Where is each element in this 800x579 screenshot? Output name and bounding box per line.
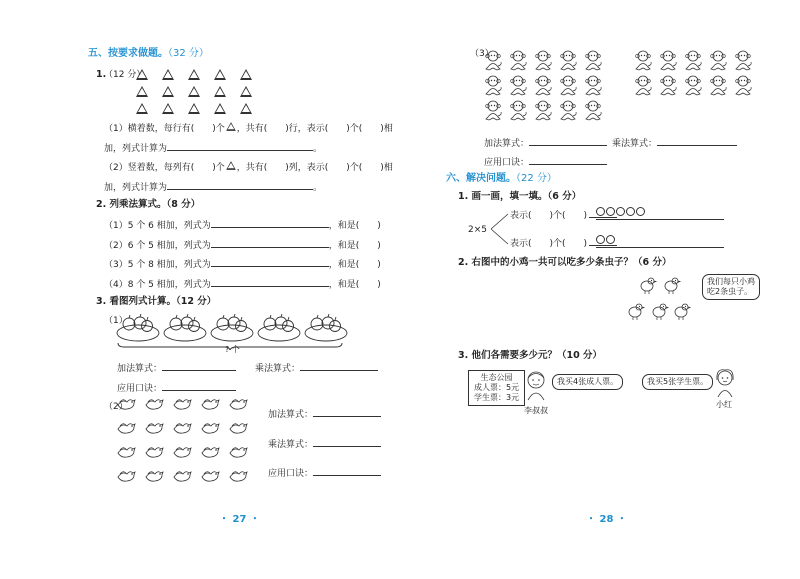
period: 。 (313, 183, 323, 193)
p1-title: 1. 画一画，填一填。（6 分） (458, 191, 582, 202)
q2-item-text: （1）5 个 6 相加，列式为 (104, 221, 211, 231)
addition-label: 加法算式： (484, 139, 530, 149)
triangle-icon (136, 69, 148, 80)
answer-blank[interactable] (529, 136, 607, 146)
apple-plate-icon (117, 314, 159, 341)
answer-blank[interactable] (313, 466, 381, 476)
q1-2-text-a: （2）竖着数，每列有( )个 (104, 163, 225, 173)
q2-item-4 (104, 277, 381, 291)
q3-2-multiplication (268, 437, 381, 451)
q1-points: （12 分） (104, 70, 146, 80)
q2-title: 2. 列乘法算式。（8 分） (96, 199, 201, 210)
triangle-icon (162, 86, 174, 97)
section5-title (88, 48, 209, 60)
p3-speech-bubble-right: 我买5张学生票。 (642, 374, 713, 390)
answer-blank[interactable] (167, 141, 313, 151)
triangle-icon (214, 69, 226, 80)
q3-1-mnemonic (117, 381, 236, 395)
branch-lines-icon (490, 210, 510, 248)
p2-speech-bubble (702, 274, 760, 300)
triangle-icon (136, 86, 148, 97)
q1-1-text-a: （1）横着数，每行有( )个 (104, 124, 225, 134)
answer-blank[interactable] (211, 238, 329, 248)
answer-blank[interactable] (211, 218, 329, 228)
q2-item-3 (104, 257, 381, 271)
answer-blank[interactable] (657, 136, 737, 146)
answer-blank[interactable] (162, 361, 236, 371)
period: 。 (313, 144, 323, 154)
q3-3-label: （3） (470, 49, 494, 59)
mnemonic-label: 应用口诀： (117, 384, 163, 394)
multiplication-label: 乘法算式： (612, 139, 658, 149)
triangle-icon (188, 86, 200, 97)
addition-label: 加法算式： (117, 364, 163, 374)
answer-blank[interactable] (529, 155, 607, 165)
multiplication-label: 乘法算式： (255, 364, 301, 374)
q1-2-text-b: ，共有( )列，表示( )个( )相 (236, 163, 393, 173)
mnemonic-label: 应用口诀： (484, 158, 530, 168)
p3-title: 3. 他们各需要多少元？（10 分） (458, 350, 603, 361)
q3-1-label: （1） (104, 316, 128, 326)
triangle-icon (240, 86, 252, 97)
q2-suffix: ，和是( ) (328, 280, 381, 290)
p2-title: 2. 右图中的小鸡一共可以吃多少条虫子？（6 分） (458, 257, 672, 268)
q1-2-text-c: 加，列式计算为 (104, 183, 168, 193)
answer-blank[interactable] (162, 381, 236, 391)
triangle-icon (162, 69, 174, 80)
triangle-icon (240, 103, 252, 114)
triangle-icon (162, 103, 174, 114)
q2-suffix: ，和是( ) (328, 221, 381, 231)
answer-blank[interactable] (211, 277, 329, 287)
girl-avatar-icon (714, 368, 736, 398)
section5-title-text: 五、按要求做题。 (88, 48, 168, 59)
section6-title (446, 173, 557, 185)
q2-item-text: （2）6 个 5 相加，列式为 (104, 241, 211, 251)
q3-2-mnemonic (268, 466, 381, 480)
q1-1-line1 (104, 121, 393, 135)
q3-3-mnemonic (484, 155, 607, 169)
p1-circles-row-1[interactable] (596, 207, 724, 220)
q1-1-text-b: ，共有( )行，表示( )个( )相 (236, 124, 393, 134)
price-board-line: 学生票：3元 (474, 393, 520, 402)
q3-3-multiplication (612, 136, 737, 150)
q3-2-label: （2） (104, 402, 128, 412)
answer-blank[interactable] (167, 180, 313, 190)
answer-blank[interactable] (300, 361, 378, 371)
p1-row-text: 表示( )个( ) (510, 239, 588, 249)
price-board-line: 成人票：5元 (474, 383, 520, 392)
apple-plate-icon (164, 314, 206, 341)
q1-label: 1. (96, 69, 107, 80)
mnemonic-label: 应用口诀： (268, 469, 314, 479)
q2-suffix: ，和是( ) (328, 241, 381, 251)
monkey-groups-illustration (484, 50, 756, 128)
q2-item-text: （4）8 个 5 相加，列式为 (104, 280, 211, 290)
multiplication-label: 乘法算式： (268, 440, 314, 450)
monkey-icon (486, 51, 752, 120)
apple-plate-icon (258, 314, 300, 341)
q2-suffix: ，和是( ) (328, 260, 381, 270)
q2-item-2 (104, 238, 381, 252)
answer-blank[interactable] (211, 257, 329, 267)
p1-circles-row-2[interactable] (596, 235, 724, 248)
section6-title-text: 六、解决问题。 (446, 173, 516, 184)
q1-2-line2 (104, 180, 322, 194)
chicks-illustration (628, 276, 694, 324)
triangle-icon (225, 121, 237, 131)
addition-label: 加法算式： (268, 410, 314, 420)
triangle-icon (188, 103, 200, 114)
p2-bubble-line: 我们每只小鸡 (707, 277, 755, 286)
q3-3-addition (484, 136, 607, 150)
section6-points: （22 分） (516, 173, 557, 184)
q1-1-line2 (104, 141, 322, 155)
triangle-icon (225, 160, 237, 170)
chick-icon (629, 278, 690, 320)
p1-row-text: 表示( )个( ) (510, 211, 588, 221)
triangle-icon (214, 103, 226, 114)
q1-2-line1 (104, 160, 393, 174)
p3-price-board (468, 370, 525, 406)
p3-speech-bubble-left: 我买4张成人票。 (552, 374, 623, 390)
bird-icon (118, 400, 247, 481)
q3-1-brace-label: ? 个 (225, 345, 240, 354)
p1-expression: 2×5 (468, 225, 487, 235)
p2-bubble-line: 吃2条虫子。 (707, 287, 753, 296)
answer-blank[interactable] (313, 437, 381, 447)
right-page (400, 0, 800, 579)
p3-name-left: 李叔叔 (524, 406, 548, 415)
answer-blank[interactable] (313, 407, 381, 417)
q2-item-text: （3）5 个 8 相加，列式为 (104, 260, 211, 270)
man-avatar-icon (524, 370, 548, 402)
q1-1-text-c: 加，列式计算为 (104, 144, 168, 154)
apple-plate-icon (305, 314, 347, 341)
apple-plate-icon (211, 314, 253, 341)
q3-2-addition (268, 407, 381, 421)
q2-item-1 (104, 218, 381, 232)
triangle-icon (188, 69, 200, 80)
section5-points: （32 分） (168, 48, 209, 59)
p3-name-right: 小红 (716, 400, 732, 409)
triangle-icon (214, 86, 226, 97)
price-board-line: 生态公园 (480, 373, 513, 382)
triangle-icon (240, 69, 252, 80)
q3-1-addition (117, 361, 236, 375)
q3-title: 3. 看图列式计算。（12 分） (96, 296, 217, 307)
page-number: ・ 27 ・ (219, 514, 260, 525)
bird-grid-illustration (116, 397, 264, 487)
q3-1-multiplication (255, 361, 378, 375)
page-number: ・ 28 ・ (586, 514, 627, 525)
triangle-icon (136, 103, 148, 114)
